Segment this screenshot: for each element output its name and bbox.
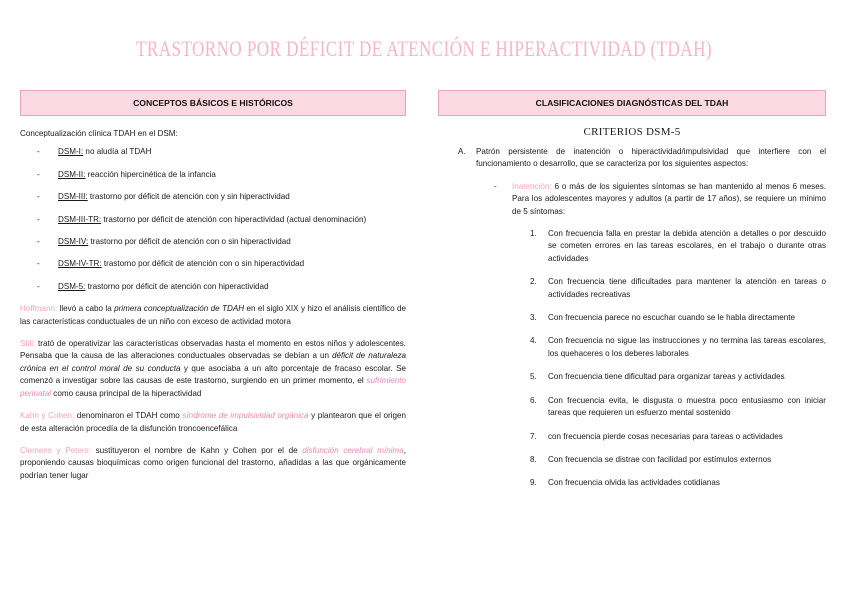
dsm-item: - DSM-III: trastorno por déficit de atención con y sin hiperactividad (37, 192, 290, 202)
symptom-list (438, 228, 826, 490)
dsm-code: DSM-III-TR: (58, 214, 102, 224)
dsm-desc: trastorno por déficit de atención con hiperactividad (85, 281, 269, 291)
criterion-letter: A. (458, 147, 466, 156)
highlight-term: disfunción cerebral mínima (302, 445, 404, 455)
dsm-code: DSM-IV-TR: (58, 259, 102, 269)
dsm-desc: trastorno por déficit de atención con hiperactividad (actual denominación) (101, 214, 367, 224)
author-name: Clemens y Peters: (20, 445, 91, 455)
still-paragraph: Still: trató de operativizar las características observadas hasta el momento en estos niños y adolescentes. Pensaba que la causa de las alteraciones conductuales observadas se debían a un déficit de naturaleza crónica en el control moral de su conducta y que asociaba a un alto porcentaje de fracaso escolar. Se comenzó a investigar sobre las causas de este trastorno, surgiendo en un primer momento, el sufrimiento perinatal como causa principal de la hiperactividad (20, 339, 406, 398)
dsm-desc: trastorno por déficit de atención con y sin hiperactividad (87, 192, 290, 202)
criterion-a-text: Patrón persistente de inatención o hiperactividad/impulsividad que interfiere con el funcionamiento o desarrollo, que se caracteriza por los siguientes aspectos: (476, 147, 826, 169)
criteria-title: CRITERIOS DSM-5 (583, 126, 681, 138)
dsm-intro: Conceptualización clínica TDAH en el DSM: (20, 129, 178, 138)
symptom-item: 7. con frecuencia pierde cosas necesarias para tareas o actividades (530, 431, 783, 441)
author-name: Still: (20, 339, 36, 349)
highlight-term: síndrome de impulsividad orgánica (182, 411, 309, 421)
symptom-item: 5. Con frecuencia tiene dificultad para organizar tareas y actividades (530, 372, 785, 382)
symptom-item: 3. Con frecuencia parece no escuchar cuando se le habla directamente (530, 313, 796, 323)
clemens-peters-paragraph: Clemens y Peters: sustituyeron el nombre de Kahn y Cohen por el de disfunción cerebral mínima, proponiendo causas bioquímicas como origen funcional del trastorno, añadidas a las que orgánicamente podrían tener lugar (20, 445, 407, 480)
inattention-text: 6 o más de los siguientes síntomas se han mantenido al menos 6 meses. Para los adolescentes mayores y adultos (a partir de 17 años), se requiere un mínimo de 5 síntomas: (512, 181, 826, 216)
kahn-cohen-paragraph: Kahn y Cohen: denominaron el TDAH como síndrome de impulsividad orgánica y plantearon que el origen de esta alteración procedía de la disfunción troncoencefálica (20, 411, 407, 433)
dsm-item: - DSM-III-TR: trastorno por déficit de atención con hiperactividad (actual denominación) (37, 214, 367, 224)
dsm-desc: trastorno por déficit de atención con o sin hiperactividad (88, 237, 291, 247)
dsm-desc: reacción hipercinética de la infancia (85, 169, 216, 179)
inattention-block: - Inatención: 6 o más de los siguientes síntomas se han mantenido al menos 6 meses. Para los adolescentes mayores y adultos (a partir de 17 años), se requiere un mínimo de 5 síntomas: (494, 181, 826, 216)
dsm-item: - DSM-I: no aludía al TDAH (37, 147, 152, 157)
left-body (20, 128, 406, 482)
dsm-code: DSM-5: (58, 281, 86, 291)
dsm-list (20, 146, 406, 293)
left-section-header: CONCEPTOS BÁSICOS E HISTÓRICOS (20, 90, 406, 116)
dsm-item: - DSM-5: trastorno por déficit de atención con hiperactividad (37, 281, 269, 291)
document-title: TRASTORNO POR DÉFICIT DE ATENCIÓN E HIPERACTIVIDAD (TDAH) (136, 36, 712, 61)
hoffmann-paragraph: Hoffmann: llevó a cabo la primera conceptualización de TDAH en el siglo XIX y hizo el análisis científico de las características conductuales de un niño con exceso de actividad motora (20, 304, 406, 326)
symptom-item: 2. Con frecuencia tiene dificultades para mantener la atención en tareas o actividades recreativas (530, 277, 826, 299)
dsm-code: DSM-III: (58, 192, 88, 202)
dsm-code: DSM-I: (58, 147, 84, 157)
inattention-label: Inatención: (512, 181, 552, 191)
dsm-code: DSM-II: (58, 169, 86, 179)
symptom-item: 9. Con frecuencia olvida las actividades cotidianas (530, 478, 720, 488)
symptom-item: 8. Con frecuencia se distrae con facilidad por estímulos externos (530, 454, 772, 464)
symptom-item: 6. Con frecuencia evita, le disgusta o muestra poco entusiasmo con iniciar tareas que requieren un esfuerzo mental sostenido (530, 395, 826, 418)
dsm-item: - DSM-II: reacción hipercinética de la infancia (37, 169, 216, 179)
highlight-term: sufrimiento perinatal (20, 376, 406, 398)
emphasis-text: déficit de naturaleza crónica en el control moral de su conducta (20, 351, 406, 373)
dsm-desc: trastorno por déficit de atención con o sin hiperactividad (101, 259, 305, 269)
emphasis-text: primera conceptualización de TDAH (114, 304, 245, 314)
right-body (438, 146, 826, 490)
criterion-a (438, 146, 826, 171)
author-name: Kahn y Cohen: (20, 411, 75, 421)
dsm-code: DSM-IV: (58, 237, 89, 247)
dsm-item: - DSM-IV: trastorno por déficit de atención con o sin hiperactividad (37, 237, 291, 247)
dsm-desc: no aludía al TDAH (83, 147, 152, 157)
dsm-item: - DSM-IV-TR: trastorno por déficit de atención con o sin hiperactividad (37, 259, 305, 269)
left-column (20, 90, 406, 492)
symptom-item: 1. Con frecuencia falla en prestar la debida atención a detalles o por descuido se cometen errores en las tareas escolares, en el trabajo o durante otras actividades (530, 229, 826, 263)
author-name: Hoffmann: (20, 304, 58, 314)
symptom-item: 4. Con frecuencia no sigue las instrucciones y no termina las tareas escolares, los quehaceres o los deberes laborales (530, 336, 826, 358)
right-section-header: CLASIFICACIONES DIAGNÓSTICAS DEL TDAH (438, 90, 826, 116)
right-column (438, 90, 826, 501)
